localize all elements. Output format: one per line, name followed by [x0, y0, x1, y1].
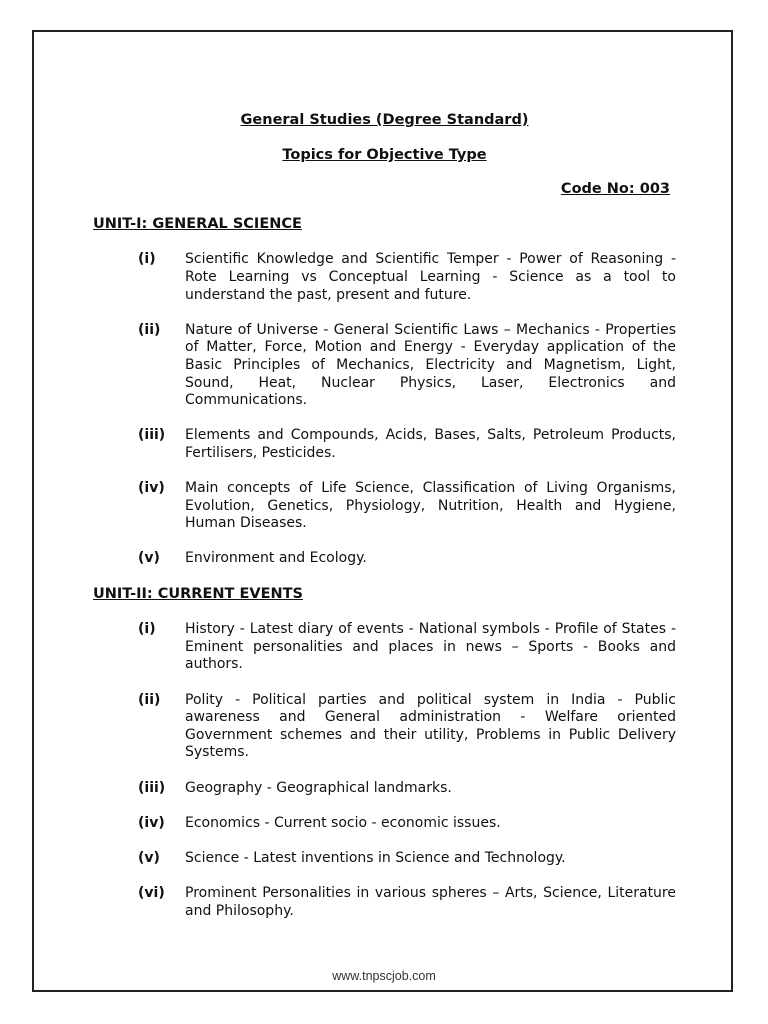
- item-text: History - Latest diary of events - National symbols - Profile of States - Eminent personalities and places in news – Sports - Books and authors.: [185, 621, 676, 673]
- list-item: [93, 692, 676, 762]
- code-number: Code No: 003: [560, 181, 670, 198]
- list-item: [93, 550, 676, 568]
- item-number: (v): [138, 849, 160, 866]
- item-number: (iv): [138, 814, 165, 831]
- unit-2-topic-list: [93, 621, 676, 920]
- list-item: [93, 322, 676, 410]
- item-text: Main concepts of Life Science, Classification of Living Organisms, Evolution, Genetics, Physiology, Nutrition, Health and Hygiene, Human Diseases.: [185, 480, 676, 532]
- item-number: (v): [138, 550, 160, 567]
- item-number: (iii): [138, 427, 166, 444]
- item-number: (i): [138, 621, 156, 638]
- document-title: General Studies (Degree Standard): [240, 112, 529, 128]
- item-number: (iv): [138, 480, 165, 497]
- item-number: (ii): [138, 691, 161, 708]
- item-text: Polity - Political parties and political system in India - Public awareness and General administration - Welfare oriented Government schemes and their utility, Problems in Public Delivery Systems.: [185, 691, 676, 761]
- footer-website: www.tnpscjob.com: [332, 969, 436, 983]
- list-item: [93, 815, 676, 833]
- unit-1-topic-list: [93, 251, 676, 568]
- item-text: Nature of Universe - General Scientific Laws – Mechanics - Properties of Matter, Force, Motion and Energy - Everyday application of the Basic Principles of Mechanics, Electricity and Magnetism, Light, Sound, Heat, Nuclear Physics, Laser, Electronics and Communications.: [185, 321, 676, 409]
- list-item: [93, 850, 676, 868]
- item-text: Scientific Knowledge and Scientific Temper - Power of Reasoning - Rote Learning vs Conceptual Learning - Science as a tool to understand the past, present and future.: [185, 251, 676, 303]
- item-text: Economics - Current socio - economic issues.: [185, 814, 501, 831]
- document-subtitle: Topics for Objective Type: [282, 146, 487, 163]
- unit-heading-current-events: UNIT-II: CURRENT EVENTS: [93, 585, 303, 602]
- item-text: Science - Latest inventions in Science and Technology.: [185, 849, 566, 866]
- item-text: Prominent Personalities in various spheres – Arts, Science, Literature and Philosophy.: [185, 885, 676, 919]
- list-item: [93, 621, 676, 674]
- list-item: [93, 480, 676, 533]
- list-item: [93, 780, 676, 798]
- item-number: (ii): [138, 321, 161, 338]
- item-number: (i): [138, 251, 156, 268]
- list-item: [93, 427, 676, 462]
- item-text: Elements and Compounds, Acids, Bases, Salts, Petroleum Products, Fertilisers, Pesticides.: [185, 427, 676, 461]
- unit-heading-general-science: UNIT-I: GENERAL SCIENCE: [93, 215, 302, 232]
- document-body: [93, 112, 676, 938]
- item-text: Geography - Geographical landmarks.: [185, 779, 452, 796]
- item-text: Environment and Ecology.: [185, 550, 367, 567]
- list-item: [93, 885, 676, 920]
- item-number: (iii): [138, 779, 166, 796]
- list-item: [93, 251, 676, 304]
- item-number: (vi): [138, 885, 165, 902]
